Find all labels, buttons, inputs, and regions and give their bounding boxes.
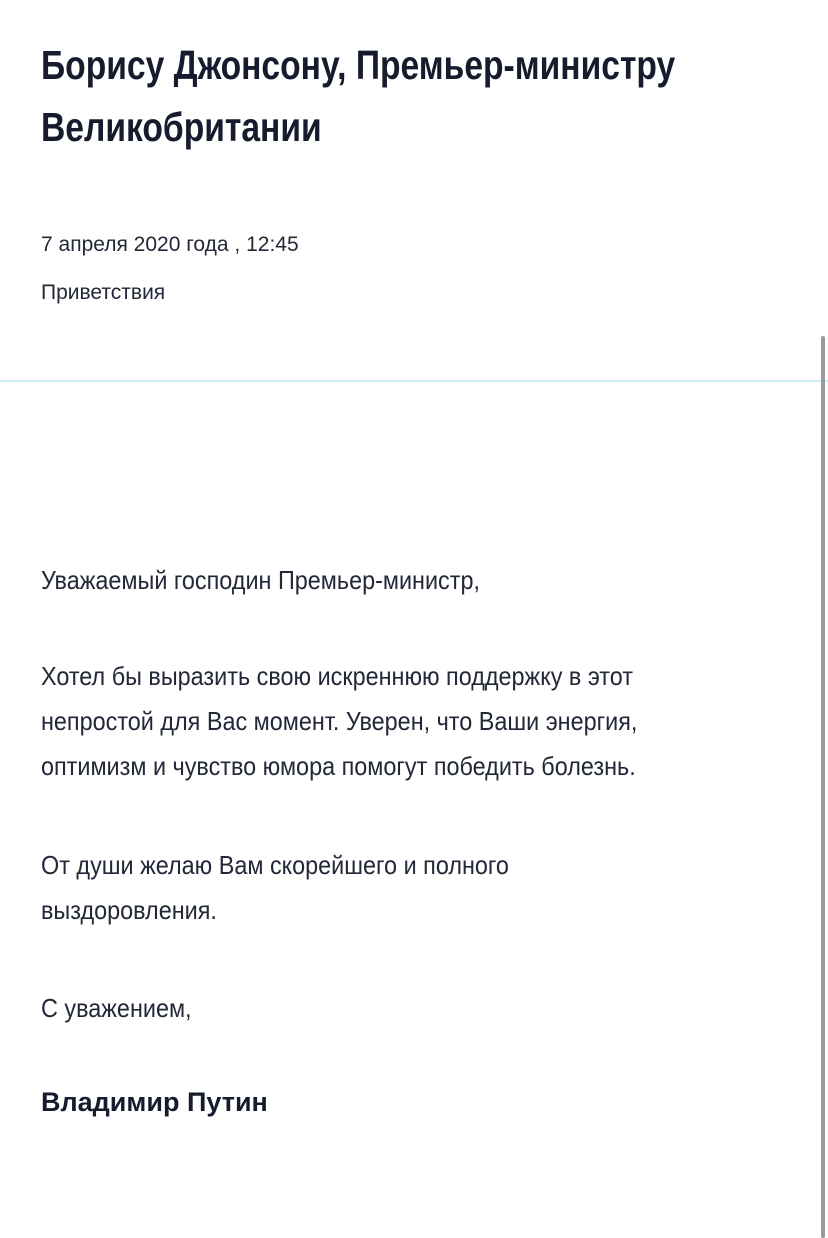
- letter-signature: Владимир Путин: [41, 1087, 268, 1117]
- letter-paragraph-support: Хотел бы выразить свою искреннюю поддержку в этот непростой для Вас момент. Уверен, что Ваши энергия, оптимизм и чувство юмора помогут победить болезнь.: [41, 661, 638, 781]
- article-header: [0, 0, 828, 382]
- publication-date: 7 апреля 2020 года , 12:45: [41, 233, 299, 256]
- page-title: Борису Джонсону, Премьер-министру Великобритании: [41, 42, 676, 150]
- category-link[interactable]: Приветствия: [41, 281, 166, 304]
- header-divider: [0, 380, 828, 382]
- letter-greeting: Уважаемый господин Премьер-министр,: [41, 565, 480, 595]
- scrollbar[interactable]: [821, 336, 825, 1238]
- letter-closing: С уважением,: [41, 993, 192, 1023]
- letter-paragraph-wish: От души желаю Вам скорейшего и полного выздоровления.: [41, 850, 509, 925]
